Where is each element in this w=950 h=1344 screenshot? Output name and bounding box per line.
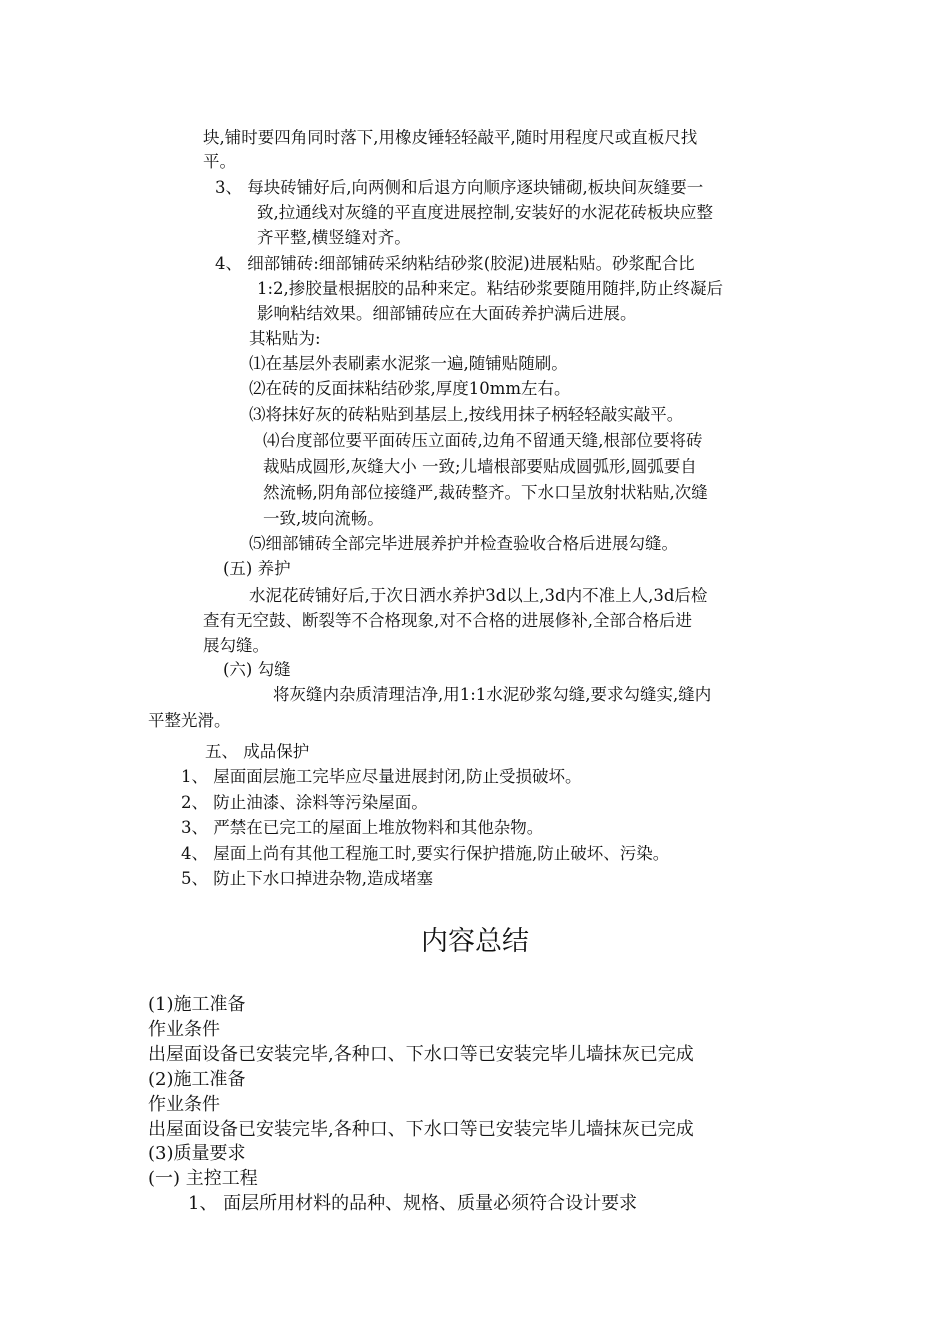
summary-line: (2)施工准备	[148, 1069, 246, 1090]
summary-line: 1、 面层所用材料的品种、规格、质量必须符合设计要求	[188, 1193, 638, 1214]
body-line: 齐平整,横竖缝对齐。	[257, 228, 411, 247]
body-line: ⑵在砖的反面抹粘结砂浆,厚度10mm左右。	[249, 379, 571, 398]
body-line: 3、 每块砖铺好后,向两侧和后退方向顺序逐块铺砌,板块间灰缝要一	[215, 178, 704, 197]
body-line: 块,铺时要四角同时落下,用橡皮锤轻轻敲平,随时用程度尺或直板尺找	[203, 128, 698, 147]
summary-line: (3)质量要求	[148, 1143, 246, 1164]
body-line: 其粘贴为:	[249, 329, 321, 348]
body-line: ⑸细部铺砖全部完毕进展养护并检查验收合格后进展勾缝。	[249, 534, 678, 553]
body-line: 一致,坡向流畅。	[263, 509, 384, 528]
body-line: 查有无空鼓、断裂等不合格现象,对不合格的进展修补,全部合格后进	[203, 611, 692, 630]
body-line: 致,拉通线对灰缝的平直度进展控制,安装好的水泥花砖板块应整	[257, 203, 713, 222]
summary-line: 作业条件	[148, 1019, 220, 1040]
body-line: 1:2,掺胶量根据胶的品种来定。粘结砂浆要随用随拌,防止终凝后	[257, 279, 724, 298]
section-heading: 五、 成品保护	[205, 742, 310, 761]
body-line: 水泥花砖铺好后,于次日洒水养护3d以上,3d内不准上人,3d后检	[249, 586, 708, 605]
list-item: 5、 防止下水口掉进杂物,造成堵塞	[181, 869, 433, 888]
body-line: 4、 细部铺砖:细部铺砖采纳粘结砂浆(胶泥)进展粘贴。砂浆配合比	[215, 254, 695, 273]
body-line: 平。	[203, 152, 236, 171]
summary-line: 出屋面设备已安装完毕,各种口、下水口等已安装完毕儿墙抹灰已完成	[148, 1044, 694, 1065]
body-line: ⑴在基层外表刷素水泥浆一遍,随铺贴随刷。	[249, 354, 568, 373]
body-line: 平整光滑。	[148, 711, 231, 730]
summary-line: 作业条件	[148, 1094, 220, 1115]
body-line: 将灰缝内杂质清理洁净,用1:1水泥砂浆勾缝,要求勾缝实,缝内	[273, 685, 712, 704]
body-line: 展勾缝。	[203, 636, 269, 655]
section-heading: (五) 养护	[223, 559, 291, 578]
body-line: 然流畅,阴角部位接缝严,裁砖整齐。下水口呈放射状粘贴,次缝	[263, 483, 708, 502]
summary-title: 内容总结	[421, 926, 529, 957]
body-line: ⑷台度部位要平面砖压立面砖,边角不留通天缝,根部位要将砖	[263, 431, 703, 450]
list-item: 4、 屋面上尚有其他工程施工时,要实行保护措施,防止破坏、污染。	[181, 844, 670, 863]
body-line: 裁贴成圆形,灰缝大小 一致;儿墙根部要贴成圆弧形,圆弧要自	[263, 457, 697, 476]
summary-line: 出屋面设备已安装完毕,各种口、下水口等已安装完毕儿墙抹灰已完成	[148, 1119, 694, 1140]
list-item: 1、 屋面面层施工完毕应尽量进展封闭,防止受损破坏。	[181, 767, 582, 786]
summary-line: (一) 主控工程	[148, 1168, 258, 1189]
list-item: 3、 严禁在已完工的屋面上堆放物料和其他杂物。	[181, 818, 544, 837]
body-line: ⑶将抹好灰的砖粘贴到基层上,按线用抹子柄轻轻敲实敲平。	[249, 405, 684, 424]
summary-line: (1)施工准备	[148, 994, 246, 1015]
list-item: 2、 防止油漆、涂料等污染屋面。	[181, 793, 428, 812]
body-line: 影响粘结效果。细部铺砖应在大面砖养护满后进展。	[257, 304, 637, 323]
section-heading: (六) 勾缝	[223, 660, 291, 679]
